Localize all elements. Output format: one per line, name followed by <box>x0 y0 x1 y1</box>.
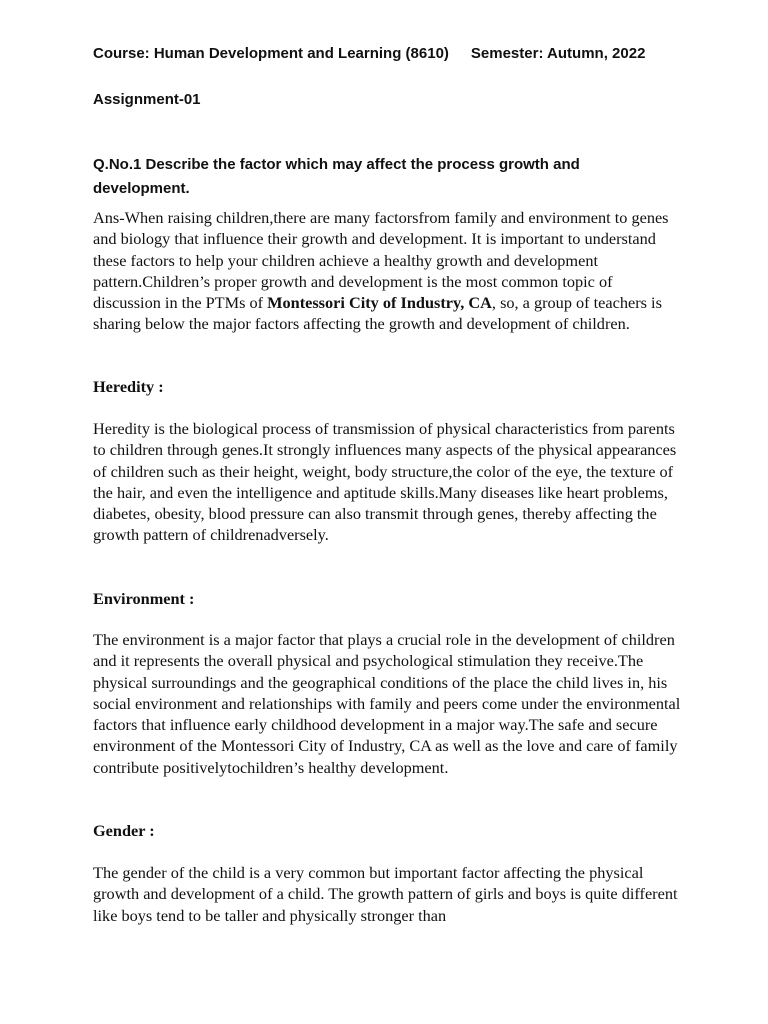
answer-intro-text-b: , so, a group of teachers is sharing below the major factors affecting the growth and development of children. <box>93 293 662 334</box>
heredity-paragraph: Heredity is the biological process of transmission of physical characteristics from parents to children through genes.It strongly influences many aspects of the physical appearances of children such as their height, weight, body structure,the color of the eye, the texture of the hair, and even the intelligence and aptitude skills.Many diseases like heart problems, diabetes, obesity, blood pressure can also transmit through genes, thereby affecting the growth pattern of childrenadversely. <box>93 419 677 545</box>
question-heading: Q.No.1 Describe the factor which may affect the process growth and development. <box>93 156 580 197</box>
course-header <box>93 45 645 62</box>
answer-intro-paragraph <box>93 207 683 335</box>
gender-heading: Gender : <box>93 821 155 840</box>
environment-paragraph: The environment is a major factor that plays a crucial role in the development of children and it represents the overall physical and psychological stimulation they receive.The physical surroundings and the geographical conditions of the place the child lives in, his social environment and relationships with family and peers come under the environmental factors that influence early childhood development in a major way.The safe and secure environment of the Montessori City of Industry, CA as well as the love and care of family contribute positivelytochildren’s healthy development. <box>93 630 681 777</box>
heredity-heading: Heredity : <box>93 377 164 396</box>
semester-label: Semester: Autumn, 2022 <box>470 45 646 62</box>
assignment-title: Assignment-01 <box>93 91 201 108</box>
gender-paragraph: The gender of the child is a very common but important factor affecting the physical growth and development of a child. The growth pattern of girls and boys is quite different like boys tend to be taller and physically stronger than <box>93 863 678 925</box>
answer-intro-text-a: Ans-When raising children,there are many factorsfrom family and environment to genes and biology that influence their growth and development. It is important to understand these factors to help your children achieve a healthy growth and development pattern.Children’s proper growth and development is the most common topic of discussion in the PTMs of <box>93 208 669 313</box>
course-title: Course: Human Development and Learning (8610) <box>93 45 449 62</box>
environment-heading: Environment : <box>93 589 195 608</box>
answer-intro-bold: Montessori City of Industry, CA <box>267 293 492 313</box>
